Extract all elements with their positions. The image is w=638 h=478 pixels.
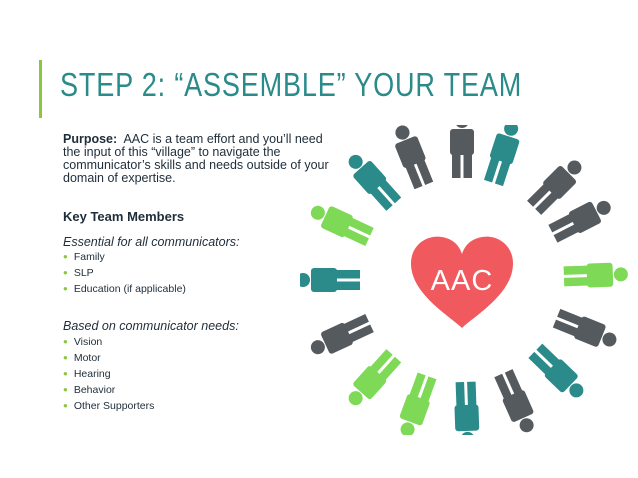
essential-label: Essential for all communicators: [63, 235, 240, 249]
team-circle-graphic [300, 125, 630, 435]
bullet-icon: ● [63, 369, 68, 378]
person-icon [394, 372, 438, 435]
person-icon [547, 194, 615, 244]
slide-title: STEP 2: “ASSEMBLE” YOUR TEAM [60, 66, 523, 103]
needs-list [63, 334, 154, 414]
bullet-icon: ● [63, 353, 68, 362]
person-icon [454, 381, 480, 435]
list-item [63, 334, 154, 350]
purpose-label: Purpose: [63, 132, 118, 146]
list-item [63, 366, 154, 382]
person-icon [342, 348, 403, 412]
person-icon [526, 154, 588, 216]
list-item [63, 281, 186, 297]
heart-label: AAC [430, 265, 494, 297]
list-item-label: Vision [73, 336, 103, 348]
person-icon [552, 307, 620, 353]
person-icon [300, 268, 360, 292]
person-icon [306, 312, 374, 361]
bullet-icon: ● [63, 385, 68, 394]
person-icon [389, 125, 435, 190]
person-icon [563, 262, 628, 288]
purpose-paragraph [63, 133, 338, 185]
bullet-icon: ● [63, 337, 68, 346]
list-item [63, 382, 154, 398]
person-icon [450, 125, 474, 178]
list-item [63, 265, 186, 281]
key-team-members-heading: Key Team Members [63, 209, 185, 224]
person-icon [492, 368, 540, 435]
list-item [63, 249, 186, 265]
bullet-icon: ● [63, 401, 68, 410]
list-item-label: Motor [73, 352, 101, 364]
purpose-text: AAC is a team effort and you’ll need the input of this “village” to navigate the communicator’s skills and needs outside of your domain of expertise. [63, 132, 329, 185]
title-accent-bar [39, 60, 42, 118]
list-item-label: Behavior [73, 384, 116, 396]
list-item-label: Education (if applicable) [73, 283, 186, 295]
list-item-label: SLP [73, 267, 94, 279]
person-icon [527, 342, 590, 404]
person-icon [306, 199, 374, 248]
list-item-label: Hearing [73, 368, 111, 380]
list-item-label: Other Supporters [73, 400, 155, 412]
person-icon [342, 149, 403, 213]
bullet-icon: ● [63, 284, 68, 293]
bullet-icon: ● [63, 252, 68, 261]
essential-list [63, 249, 186, 297]
list-item-label: Family [73, 251, 105, 263]
list-item [63, 350, 154, 366]
list-item [63, 398, 154, 414]
needs-label: Based on communicator needs: [63, 319, 239, 333]
bullet-icon: ● [63, 268, 68, 277]
person-icon [482, 125, 525, 187]
